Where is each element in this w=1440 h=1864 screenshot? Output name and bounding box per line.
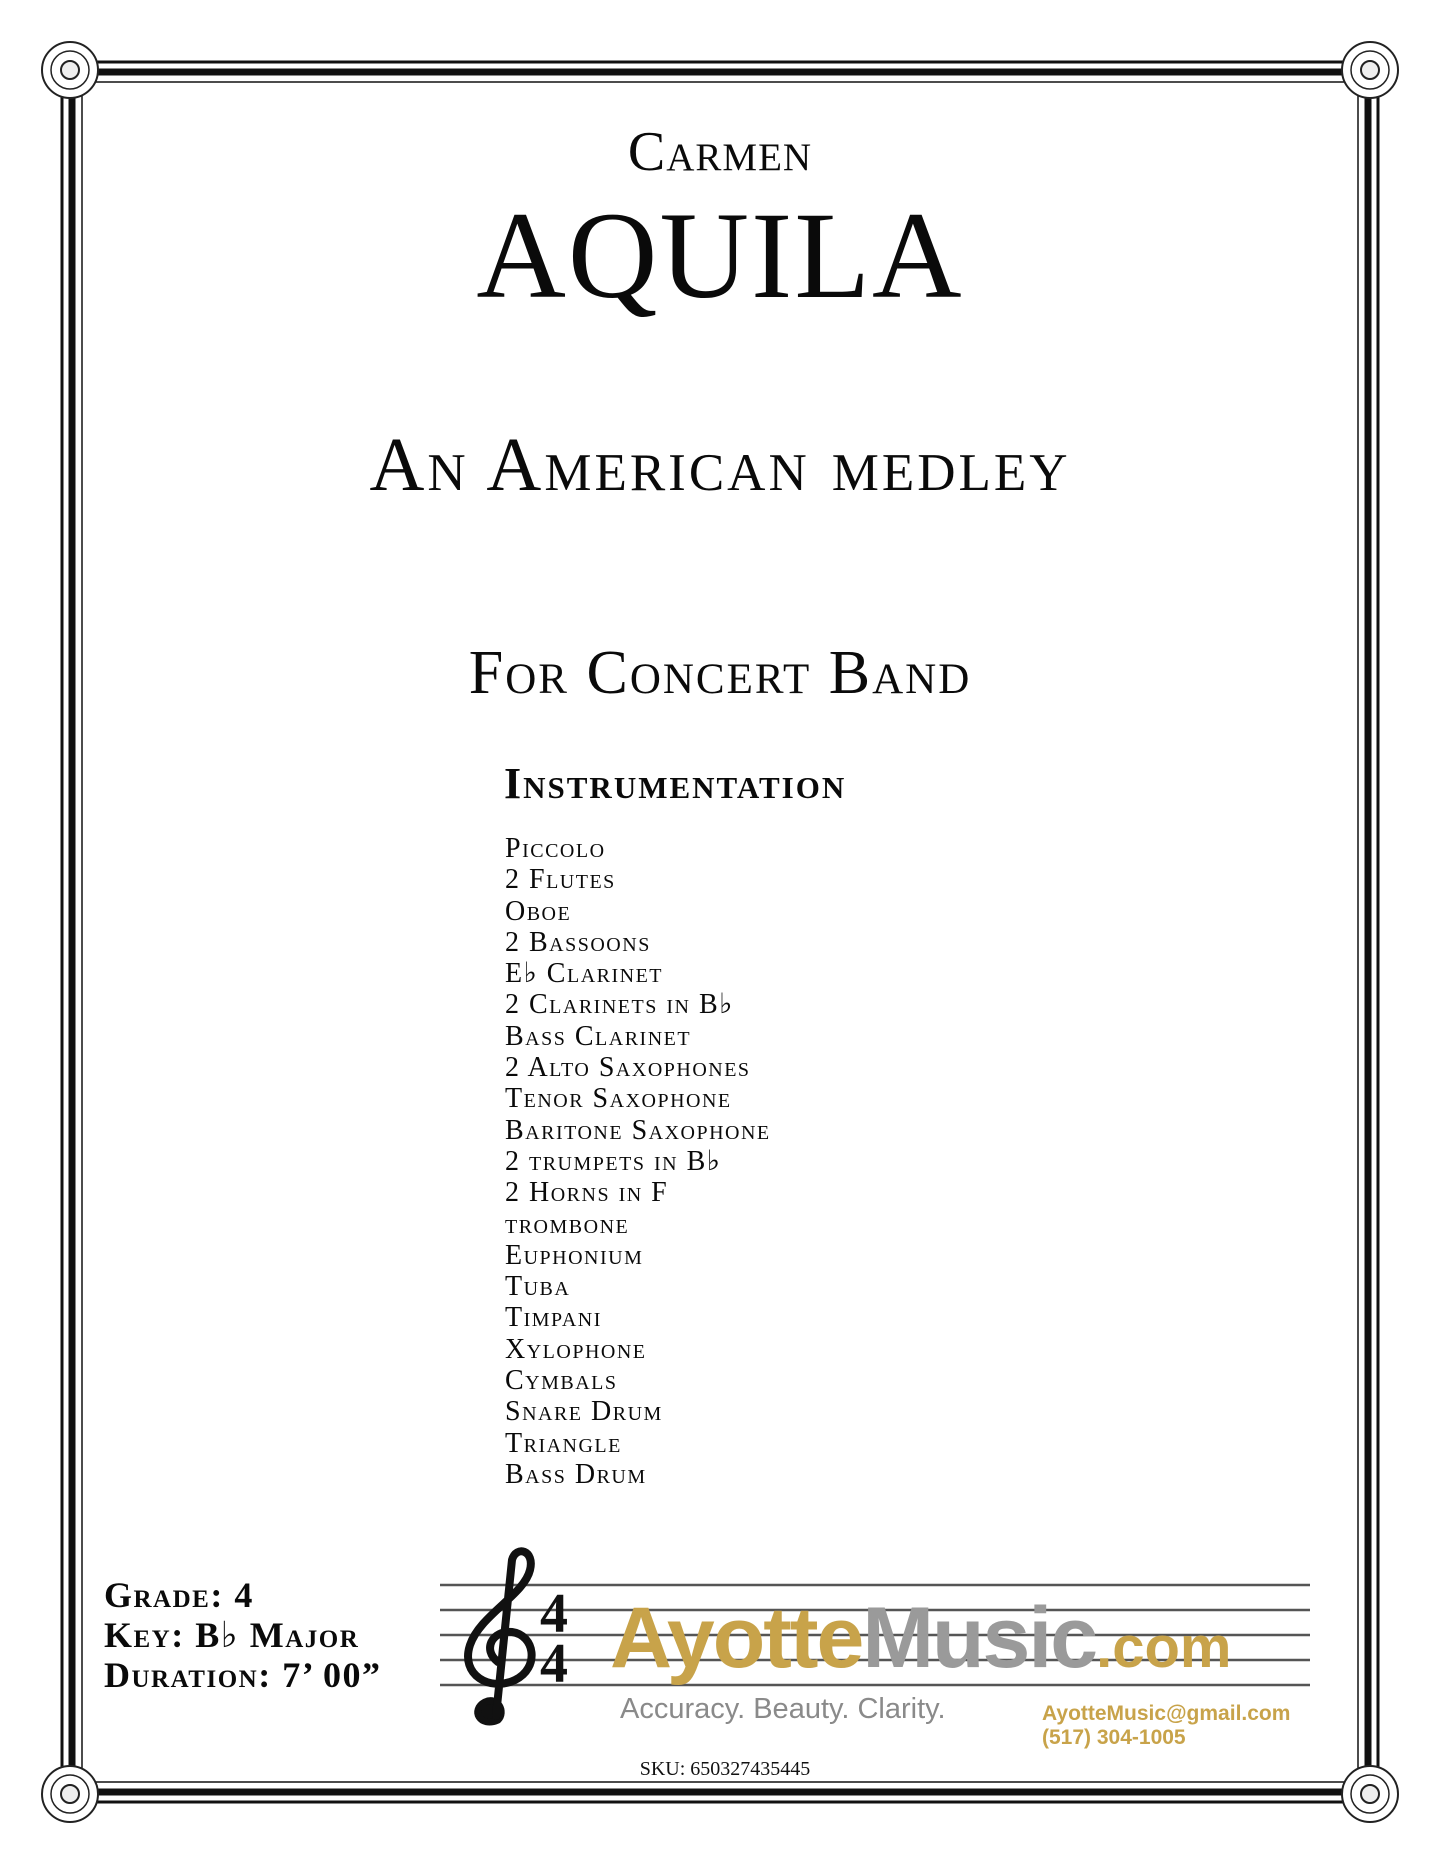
list-item: Tenor Saxophone	[505, 1083, 732, 1115]
svg-text:4: 4	[540, 1583, 568, 1645]
list-item: Cymbals	[505, 1365, 618, 1397]
piece-subtitle: For Concert Band	[468, 639, 972, 707]
publisher-tagline: Accuracy. Beauty. Clarity.	[620, 1693, 946, 1725]
grade-label: Grade: 4	[104, 1575, 254, 1615]
list-item: Euphonium	[505, 1239, 644, 1271]
list-item: Baritone Saxophone	[505, 1114, 771, 1146]
list-item: Piccolo	[505, 833, 606, 864]
list-item: 2 Flutes	[505, 864, 616, 896]
list-item: Timpani	[505, 1302, 602, 1334]
composer-first-name: Carmen	[627, 121, 813, 183]
time-signature-icon	[540, 1583, 568, 1695]
publisher-email[interactable]: AyotteMusic@gmail.com	[1042, 1702, 1291, 1725]
list-item: trombone	[505, 1208, 630, 1240]
list-item: 2 Bassoons	[505, 926, 651, 958]
svg-text:4: 4	[540, 1633, 568, 1695]
publisher-logo	[440, 1540, 1320, 1750]
composer-last-name: AQUILA	[476, 187, 964, 324]
publisher-logo-wordmark: AyotteMusic.com	[610, 1590, 1232, 1686]
list-item: 2 Horns in F	[505, 1177, 669, 1209]
key-label: Key: B♭ Major	[104, 1615, 360, 1655]
list-item: Oboe	[505, 895, 572, 927]
list-item: Tuba	[505, 1271, 571, 1303]
list-item: Bass Clarinet	[505, 1020, 692, 1052]
list-item: Triangle	[505, 1427, 622, 1459]
list-item: 2 Clarinets in B♭	[505, 989, 734, 1021]
treble-clef-icon	[468, 1551, 532, 1722]
list-item: E♭ Clarinet	[505, 958, 664, 990]
piece-title: An American medley	[369, 423, 1071, 507]
instrumentation-heading: Instrumentation	[504, 759, 847, 808]
instrumentation-list	[505, 833, 771, 1490]
duration-label: Duration: 7’ 00”	[104, 1655, 382, 1695]
list-item: Snare Drum	[505, 1396, 663, 1428]
sku-label: SKU: 650327435445	[639, 1758, 811, 1780]
publisher-phone: (517) 304-1005	[1042, 1726, 1186, 1749]
list-item: 2 Alto Saxophones	[505, 1052, 751, 1084]
list-item: Bass Drum	[505, 1458, 647, 1490]
list-item: 2 trumpets in B♭	[505, 1145, 722, 1177]
piece-info	[104, 1575, 382, 1695]
list-item: Xylophone	[505, 1333, 647, 1365]
publisher-contact	[1042, 1702, 1290, 1750]
